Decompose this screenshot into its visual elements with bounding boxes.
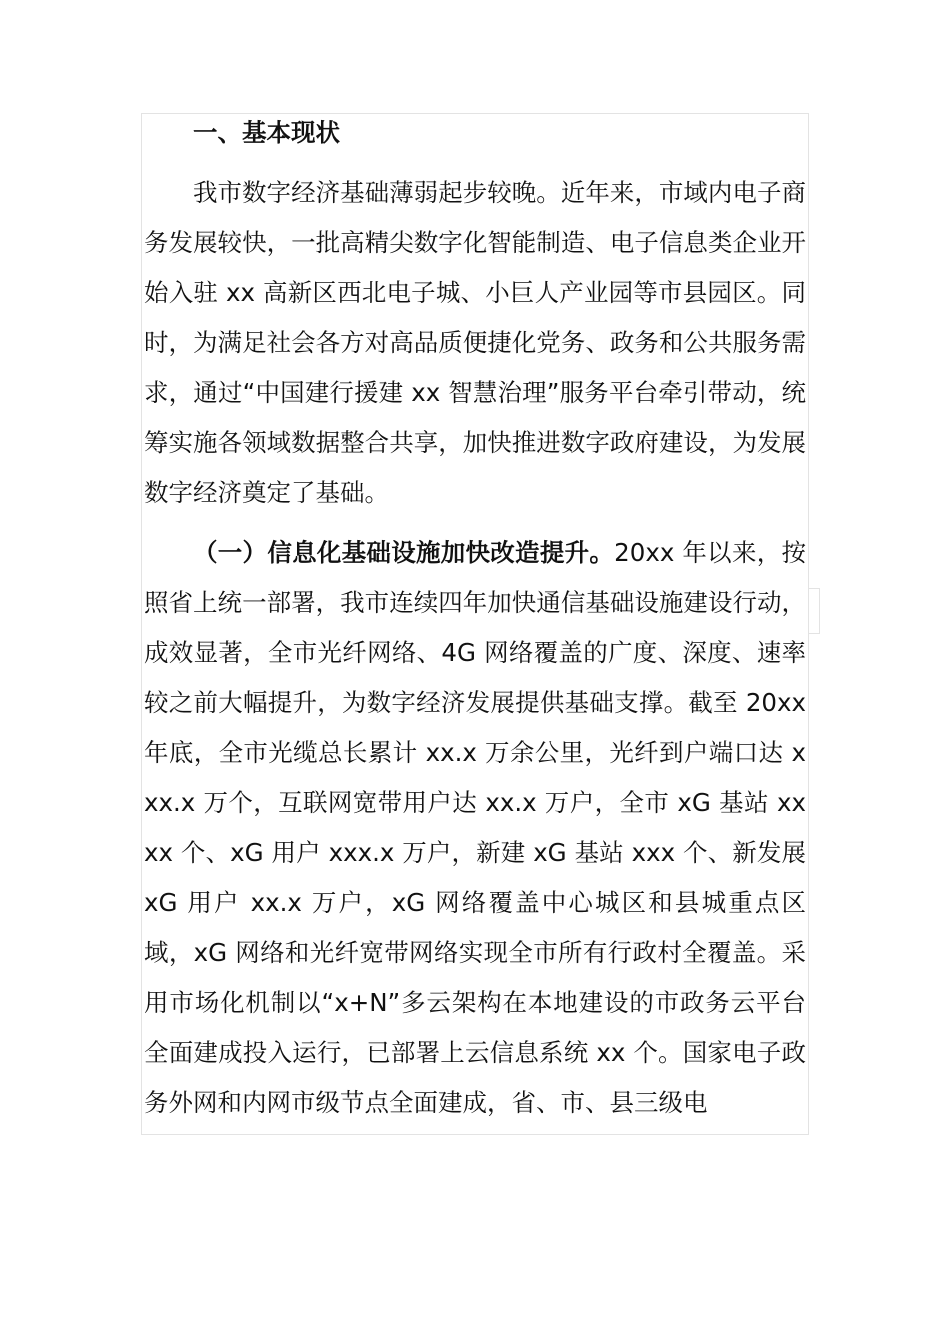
paragraph-infrastructure (144, 528, 806, 1128)
text-overflow-marker (809, 588, 820, 634)
subsection-heading: （一）信息化基础设施加快改造提升。 (193, 538, 615, 567)
paragraph-basic-status (144, 168, 806, 518)
document-body (144, 108, 806, 1128)
section-heading: 一、基本现状 (193, 118, 340, 147)
paragraph-text: 我市数字经济基础薄弱起步较晚。近年来，市域内电子商务发展较快，一批高精尖数字化智能制造、电子信息类企业开始入驻 xx 高新区西北电子城、小巨人产业园等市县园区。同时，为满足社会各方对高品质便捷化党务、政务和公共服务需求，通过“中国建行援建 xx 智慧治理”服务平台牵引带动，统筹实施各领域数据整合共享，加快推进数字政府建设，为发展数字经济奠定了基础。 (144, 178, 806, 507)
paragraph-text: 20xx 年以来，按照省上统一部署，我市连续四年加快通信基础设施建设行动，成效显著，全市光纤网络、4G 网络覆盖的广度、深度、速率较之前大幅提升，为数字经济发展提供基础支撑。截至 20xx 年底，全市光缆总长累计 xx.x 万余公里，光纤到户端口达 xxx.x 万个，互联网宽带用户达 xx.x 万户，全市 xG 基站 xxxx 个、xG 用户 xxx.x 万户，新建 xG 基站 xxx 个、新发展 xG 用户 xx.x 万户，xG 网络覆盖中心城区和县城重点区域，xG 网络和光纤宽带网络实现全市所有行政村全覆盖。采用市场化机制以“x+N”多云架构在本地建设的市政务云平台全面建成投入运行，已部署上云信息系统 xx 个。国家电子政务外网和内网市级节点全面建成，省、市、县三级电 (144, 538, 807, 1117)
